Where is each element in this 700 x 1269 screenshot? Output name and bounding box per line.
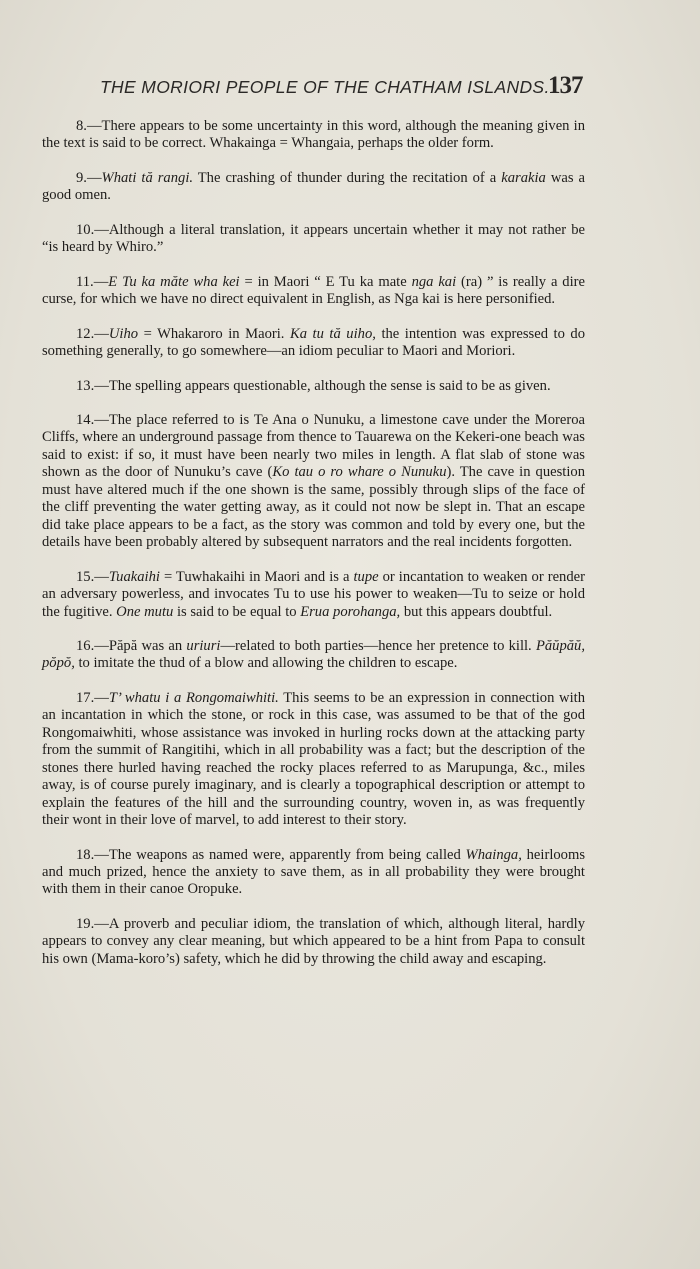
note-text: 15.— bbox=[76, 568, 109, 585]
italic-term: T’ whatu i a Rongomaiwhiti. bbox=[108, 689, 279, 706]
note-text: was a good omen. bbox=[42, 169, 585, 204]
note-text: 10.—Although a literal translation, it appears uncertain whether it may not rather be “is heard by Whiro.” bbox=[42, 221, 585, 256]
italic-term: Whainga, bbox=[465, 846, 522, 863]
italic-term: nga kai bbox=[411, 273, 457, 290]
italic-term: Tuakaihi bbox=[108, 568, 160, 585]
note-text: 18.—The weapons as named were, apparently from being called bbox=[76, 846, 466, 863]
note-paragraph bbox=[42, 170, 585, 205]
note-text: 14.—The place referred to is Te Ana o Nunuku, a limestone cave under the Moreroa Cliffs, where an underground passage from thence to Tauarewa on the Kekeri-one beach was said to exist: if so, it must have been nearly two miles in length. A flat slab of stone was shown as the door of Nunuku’s cave ( bbox=[42, 411, 585, 481]
note-text: 19.—A proverb and peculiar idiom, the translation of which, although literal, hardly appears to convey any clear meaning, but which appeared to be a hint from Papa to consult his own (Mama-koro’s) safety, which he did by throwing the child away and escaping. bbox=[42, 915, 585, 967]
page-header bbox=[100, 72, 600, 107]
note-text: but this appears doubtful. bbox=[400, 603, 553, 620]
note-paragraph bbox=[42, 638, 585, 673]
note-paragraph bbox=[42, 916, 585, 968]
note-paragraph bbox=[42, 847, 585, 899]
italic-term: karakia bbox=[501, 169, 546, 186]
running-title: THE MORIORI PEOPLE OF THE CHATHAM ISLANDS. bbox=[100, 77, 550, 97]
note-text: 17.— bbox=[76, 689, 109, 706]
italic-term: Ko tau o ro whare o Nunuku bbox=[272, 464, 447, 481]
note-text: ). The cave in question must have altered much if the one shown is the same, possibly through slips of the face of the cliff preventing the water getting away, as it could not now be slept in. That an escape did take place appears to be a fact, as the story was common and told by every one, but the details have been probably altered by subsequent narrators and the real incidents forgotten. bbox=[42, 464, 585, 551]
note-text: the intention was expressed to do something generally, to go somewhere—an idiom peculiar to Maori and Moriori. bbox=[42, 325, 585, 360]
italic-term: E Tu ka măte wha kei bbox=[108, 273, 240, 290]
note-paragraph bbox=[42, 690, 585, 830]
note-paragraph bbox=[42, 412, 585, 552]
italic-term: tupe bbox=[353, 568, 379, 585]
note-text: to imitate the thud of a blow and allowing the children to escape. bbox=[74, 655, 458, 672]
italic-term: Ka tu tă uiho, bbox=[289, 325, 376, 342]
note-paragraph bbox=[42, 118, 585, 153]
italic-term: Erua porohanga, bbox=[300, 603, 401, 620]
italic-term: Păŭpăŭ, pŏpŏ, bbox=[42, 637, 586, 672]
note-text: heirlooms and much prized, hence the anxiety to save them, as in all probability they were brought with them in their canoe Oropuke. bbox=[42, 846, 585, 898]
note-text: = Whakaroro in Maori. bbox=[138, 325, 290, 342]
note-text: = in Maori “ E Tu ka mate bbox=[239, 273, 412, 290]
note-text: 8.—There appears to be some uncertainty in this word, although the meaning given in the text is said to be correct. Whakainga = Whangaia, perhaps the older form. bbox=[42, 118, 585, 152]
note-text: = Tuwhakaihi in Maori and is a bbox=[159, 568, 354, 585]
note-text: —related to both parties—hence her pretence to kill. bbox=[220, 637, 536, 654]
note-text: or incantation to weaken or render an adversary powerless, and invocates Tu to use his power to weaken—Tu to seize or hold the fugitive. bbox=[42, 568, 585, 620]
italic-term: Uiho bbox=[108, 325, 139, 342]
note-text: 12.— bbox=[76, 325, 109, 342]
note-text: is said to be equal to bbox=[173, 603, 301, 620]
note-text: The crashing of thunder during the recitation of a bbox=[193, 169, 502, 186]
note-paragraph bbox=[42, 569, 585, 621]
note-paragraph bbox=[42, 326, 585, 361]
note-paragraph bbox=[42, 274, 585, 309]
italic-term: uriuri bbox=[186, 637, 221, 654]
note-paragraph bbox=[42, 222, 585, 257]
note-text: This seems to be an expression in connection with an incantation in which the stone, or rock in this case, was assumed to be that of the god Rongomaiwhiti, whose assistance was invoked in hurling rocks down at the attacking party from the summit of Rangitihi, which in all probability was a fact; but the description of the stones there hurled having reached the rocky places referred to as Marupunga, &c., miles away, is of course purely imaginary, and is clearly a topographical description or attempt to explain the features of the hill and the surrounding country, woven in, as was frequently their wont in their love of marvel, to add interest to their story. bbox=[42, 689, 585, 829]
italic-term: One mutu bbox=[116, 603, 174, 620]
note-text: 11.— bbox=[76, 273, 109, 290]
note-paragraph bbox=[42, 378, 585, 395]
note-text: 13.—The spelling appears questionable, although the sense is said to be as given. bbox=[76, 377, 551, 394]
note-text: 9.— bbox=[76, 169, 102, 186]
note-text: 16.—Păpă was an bbox=[76, 637, 187, 654]
page-number: 137 bbox=[548, 72, 583, 99]
notes-body bbox=[42, 118, 585, 985]
note-text: (ra) ” is really a dire curse, for which we have no direct equivalent in English, as Nga kai is here personified. bbox=[42, 273, 585, 308]
italic-term: Whati tă rangi. bbox=[101, 169, 194, 186]
